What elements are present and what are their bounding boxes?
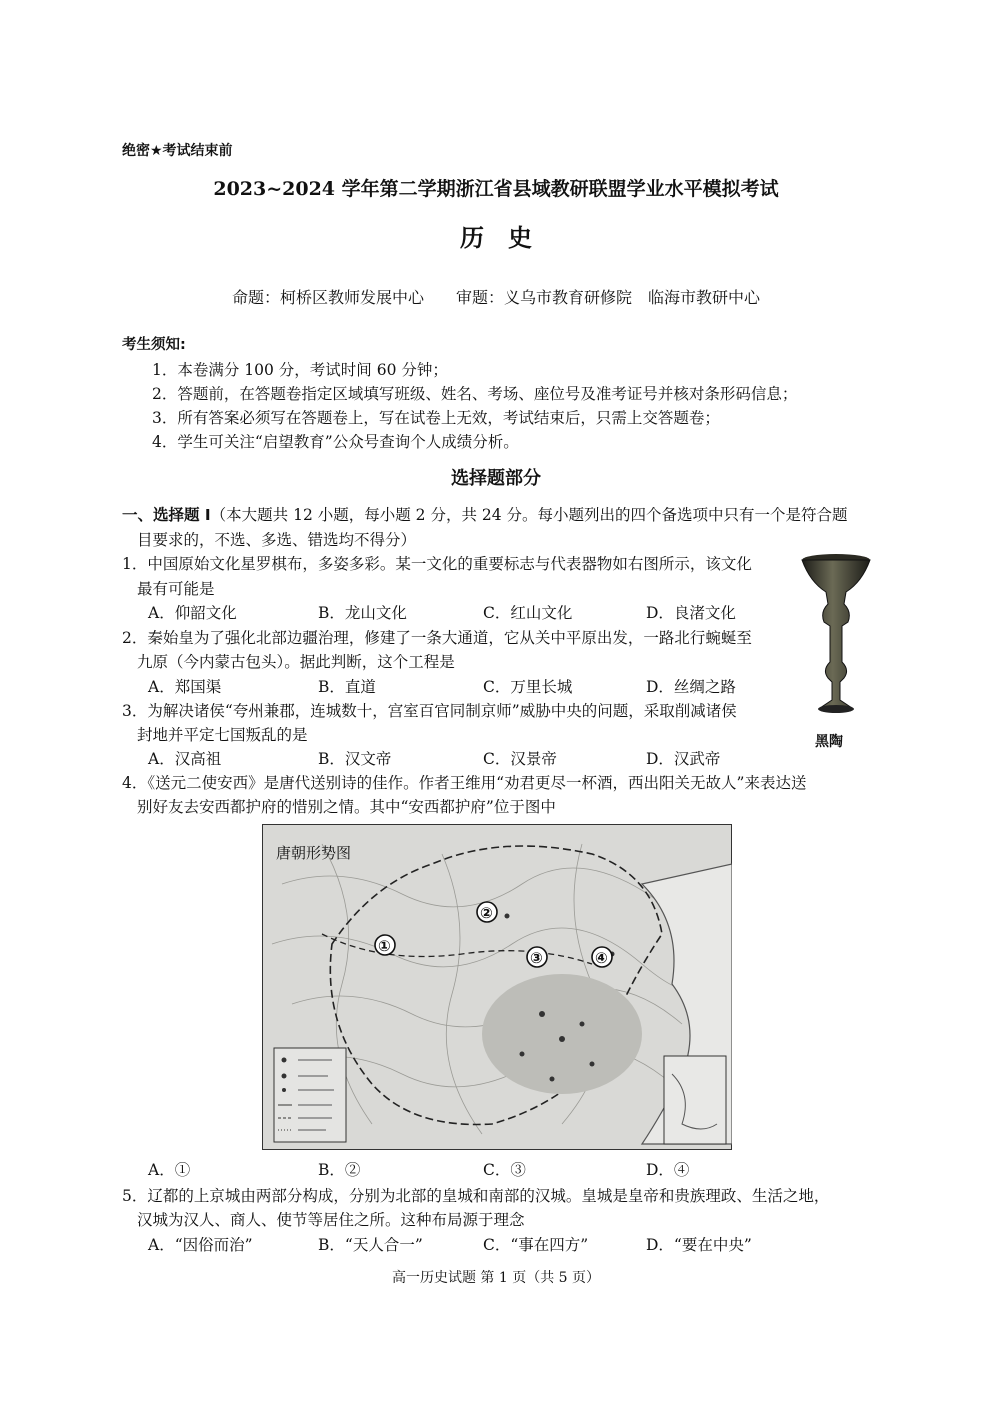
question-5-line: 5．辽都的上京城由两部分构成，分别为北部的皇城和南部的汉城。皇城是皇帝和贵族理政、生活之地， [122, 1187, 830, 1205]
question-3-line: 封地并平定七国叛乱的是 [137, 726, 308, 744]
q4-option-a: A．① [148, 1161, 191, 1179]
q1-option-d: D．良渚文化 [646, 604, 736, 622]
page-footer: 高一历史试题 第 1 页（共 5 页） [391, 1270, 601, 1286]
tang-dynasty-map [262, 824, 732, 1150]
question-2-line: 2．秦始皇为了强化北部边疆治理，修建了一条大通道，它从关中平原出发，一路北行蜿蜒至 [122, 629, 752, 647]
q3-option-d: D．汉武帝 [646, 750, 721, 768]
black-pottery-cup-image [800, 552, 872, 722]
q4-option-d: D．④ [646, 1161, 690, 1179]
question-1-line: 最有可能是 [137, 580, 215, 598]
q2-option-c: C．万里长城 [483, 678, 573, 696]
section-label: 一、选择题 I [122, 506, 211, 524]
q2-option-b: B．直道 [318, 678, 376, 696]
q1-option-b: B．龙山文化 [318, 604, 407, 622]
map-marker-2-label: ② [480, 904, 493, 922]
section-intro-text: （本大题共 12 小题，每小题 2 分，共 24 分。每小题列出的四个备选项中只有一个是符合题 [210, 506, 848, 524]
map-marker-4-label: ④ [595, 949, 608, 967]
q4-option-b: B．② [318, 1161, 361, 1179]
notice-heading: 考生须知: [122, 337, 186, 353]
question-4-line: 4．《送元二使安西》是唐代送别诗的佳作。作者王维用“劝君更尽一杯酒，西出阳关无故人”来表达送 [122, 774, 807, 792]
q2-option-a: A．郑国渠 [148, 678, 222, 696]
section-intro-line2: 目要求的，不选、多选、错选均不得分） [137, 531, 417, 549]
vase-caption: 黑陶 [815, 734, 843, 750]
question-4-line: 别好友去安西都护府的惜别之情。其中“安西都护府”位于图中 [137, 798, 556, 816]
map-title: 唐朝形势图 [276, 844, 352, 862]
q5-option-c: C．“事在四方” [483, 1236, 589, 1254]
map-marker-1-label: ① [378, 937, 391, 955]
map-marker-3-label: ③ [530, 949, 543, 967]
question-5-line: 汉城为汉人、商人、使节等居住之所。这种布局源于理念 [137, 1211, 525, 1229]
authors-line: 命题：柯桥区教师发展中心 审题：义乌市教育研修院 临海市教研中心 [231, 288, 760, 307]
section-intro [122, 503, 848, 525]
q3-option-b: B．汉文帝 [318, 750, 392, 768]
q5-option-b: B．“天人合一” [318, 1236, 423, 1254]
q5-option-a: A．“因俗而治” [148, 1236, 253, 1254]
q1-option-a: A．仰韶文化 [148, 604, 237, 622]
notice-item: 3．所有答案必须写在答题卷上，写在试卷上无效，考试结束后，只需上交答题卷； [152, 409, 720, 427]
question-3-line: 3．为解决诸侯“夸州兼郡，连城数十，宫室百官同制京师”威胁中央的问题，采取削减诸侯 [122, 702, 737, 720]
notice-item: 2．答题前，在答题卷指定区域填写班级、姓名、考场、座位号及准考证号并核对条形码信息； [152, 385, 798, 403]
question-2-line: 九原（今内蒙古包头）。据此判断，这个工程是 [137, 653, 455, 671]
subject-title: 历 史 [460, 224, 532, 252]
q2-option-d: D．丝绸之路 [646, 678, 736, 696]
q3-option-a: A．汉高祖 [148, 750, 222, 768]
section-title: 选择题部分 [451, 468, 541, 489]
notice-item: 1．本卷满分 100 分，考试时间 60 分钟； [152, 361, 448, 379]
confidential-mark: 绝密★考试结束前 [122, 143, 233, 159]
notice-item: 4．学生可关注“启望教育”公众号查询个人成绩分析。 [152, 433, 519, 451]
exam-title: 2023~2024 学年第二学期浙江省县域教研联盟学业水平模拟考试 [213, 178, 779, 200]
q5-option-d: D．“要在中央” [646, 1236, 752, 1254]
q1-option-c: C．红山文化 [483, 604, 573, 622]
q3-option-c: C．汉景帝 [483, 750, 557, 768]
question-1-line: 1．中国原始文化星罗棋布，多姿多彩。某一文化的重要标志与代表器物如右图所示，该文化 [122, 555, 752, 573]
q4-option-c: C．③ [483, 1161, 526, 1179]
